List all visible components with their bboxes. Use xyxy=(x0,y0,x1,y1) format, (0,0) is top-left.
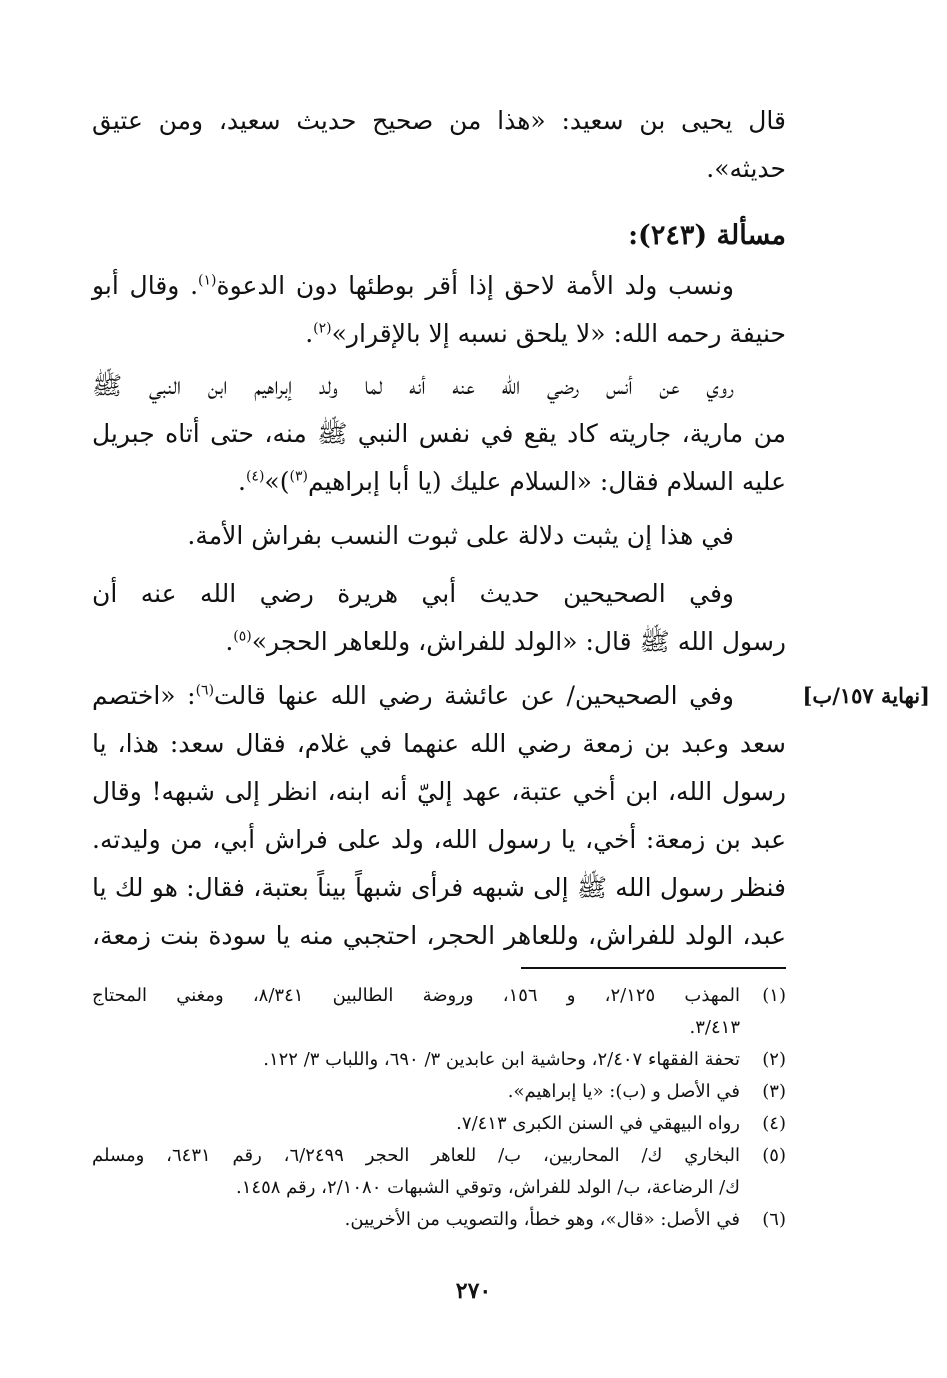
text-segment: : «اختصم xyxy=(92,681,196,710)
paragraph-ruling xyxy=(92,262,786,358)
footnote-text xyxy=(92,1140,740,1204)
footnote xyxy=(92,1204,786,1236)
text-segment: حنيفة رحمه الله: «لا يلحق نسبه إلا بالإقرار» xyxy=(331,319,786,348)
footnote-number: (٢) xyxy=(762,1049,786,1070)
footnote-text xyxy=(92,1204,740,1236)
footnote-number: (٣) xyxy=(762,1081,786,1102)
footnote-ref[interactable]: (٦) xyxy=(195,682,215,699)
text-line xyxy=(92,310,786,358)
text-line xyxy=(92,618,786,666)
text-line: عبد، الولد للفراش، وللعاهر الحجر، احتجبي منه يا سودة بنت زمعة، xyxy=(92,921,786,950)
text-line: سعد وعبد بن زمعة رضي الله عنهما في غلام، فقال سعد: هذا، يا xyxy=(92,729,786,758)
footnote-ref[interactable]: (٢) xyxy=(313,320,332,337)
footnote-line: المهذب ٢/١٢٥، و ١٥٦، وروضة الطالبين ٨/٣٤١، ومغني المحتاج xyxy=(92,985,740,1006)
paragraph-evidence xyxy=(92,512,786,560)
text-line xyxy=(92,672,786,720)
text-segment: . xyxy=(305,319,314,348)
text-line: في هذا إن يثبت دلالة على ثبوت النسب بفراش الأمة. xyxy=(187,521,734,550)
footnote-number: (٥) xyxy=(762,1145,786,1166)
footnote-number: (١) xyxy=(762,985,786,1006)
footnote-ref[interactable]: (٣) xyxy=(289,468,308,485)
footnotes xyxy=(92,980,786,1236)
text-segment: . وقال أبو xyxy=(92,271,199,300)
footnote xyxy=(92,980,786,1044)
footnote-text xyxy=(92,1044,740,1076)
footnote-separator xyxy=(521,967,786,969)
text-line xyxy=(92,262,786,310)
footnote-text xyxy=(92,1108,740,1140)
footnote xyxy=(92,1140,786,1204)
footnote-text xyxy=(92,1076,740,1108)
footnote-number: (٦) xyxy=(762,1209,786,1230)
text-segment: رسول الله ﷺ قال: «الولد للفراش، وللعاهر الحجر» xyxy=(251,627,786,656)
text-line: قال يحيى بن سعيد: «هذا من صحيح حديث سعيد، ومن عتيق xyxy=(92,106,786,135)
text-line: عبد بن زمعة: أخي، يا رسول الله، ولد على فراش أبي، من وليدته. xyxy=(92,825,786,854)
footnote-ref[interactable]: (٤) xyxy=(245,468,265,485)
heading-text: مسألة (٢٤٣): xyxy=(628,220,786,251)
text-line: روي عن أنس رضي الله عنه أنه لما ولد إبراهيم ابن النبي ﷺ xyxy=(92,371,734,400)
text-segment: ونسب ولد الأمة لاحق إذا أقر بوطئها دون الدعوة xyxy=(216,271,734,300)
footnote-line: تحفة الفقهاء ٢/٤٠٧، وحاشية ابن عابدين ٣/ ٦٩٠، واللباب ٣/ ١٢٢. xyxy=(263,1049,740,1070)
footnote-line: في الأصل: «قال»، وهو خطأ، والتصويب من الأخريين. xyxy=(344,1209,740,1230)
paragraph-aisha-hadith xyxy=(92,672,786,960)
footnote xyxy=(92,1044,786,1076)
footnote-ref[interactable]: (١) xyxy=(198,272,217,289)
text-segment: وفي الصحيحين/ عن عائشة رضي الله عنها قالت xyxy=(214,681,734,710)
page-number: ٢٧٠ xyxy=(455,1278,492,1304)
paragraph-yahya-quote xyxy=(92,97,786,193)
footnote-text xyxy=(92,980,740,1044)
text-line: رسول الله، ابن أخي عتبة، عهد إليّ أنه ابنه، انظر إلى شبهه! وقال xyxy=(92,777,786,806)
footnote-line: في الأصل و (ب): «يا إبراهيم». xyxy=(507,1081,740,1102)
text-segment: )» xyxy=(264,467,290,496)
text-line xyxy=(92,458,786,506)
footnote-ref[interactable]: (٥) xyxy=(233,628,252,645)
text-line: حديثه». xyxy=(706,154,786,183)
footnote xyxy=(92,1108,786,1140)
footnote-line: ك/ الرضاعة، ب/ الولد للفراش، وتوقي الشبهات ٢/١٠٨٠، رقم ١٤٥٨. xyxy=(236,1177,740,1198)
text-line: فنظر رسول الله ﷺ إلى شبهه فرأى شبهاً بيناً بعتبة، فقال: هو لك يا xyxy=(92,873,786,902)
footnote xyxy=(92,1076,786,1108)
manuscript-folio-marker: [نهاية ١٥٧/ب] xyxy=(802,683,930,708)
paragraph-abu-hurayra xyxy=(92,570,786,666)
footnote-number: (٤) xyxy=(762,1113,786,1134)
footnote-line: البخاري ك/ المحاربين، ب/ للعاهر الحجر ٦/٢٤٩٩، رقم ٦٤٣١، ومسلم xyxy=(92,1145,741,1166)
footnote-line: ٣/٤١٣. xyxy=(689,1017,740,1038)
text-segment: عليه السلام فقال: «السلام عليك (يا أبا إبراهيم xyxy=(307,467,786,496)
footnote-line: رواه البيهقي في السنن الكبرى ٧/٤١٣. xyxy=(456,1113,740,1134)
text-segment: . xyxy=(225,627,234,656)
text-segment: . xyxy=(237,467,246,496)
paragraph-anas-report xyxy=(92,362,786,506)
text-line: وفي الصحيحين حديث أبي هريرة رضي الله عنه أن xyxy=(92,579,734,608)
text-line: من مارية، جاريته كاد يقع في نفس النبي ﷺ منه، حتى أتاه جبريل xyxy=(92,419,786,448)
issue-heading xyxy=(92,212,786,260)
